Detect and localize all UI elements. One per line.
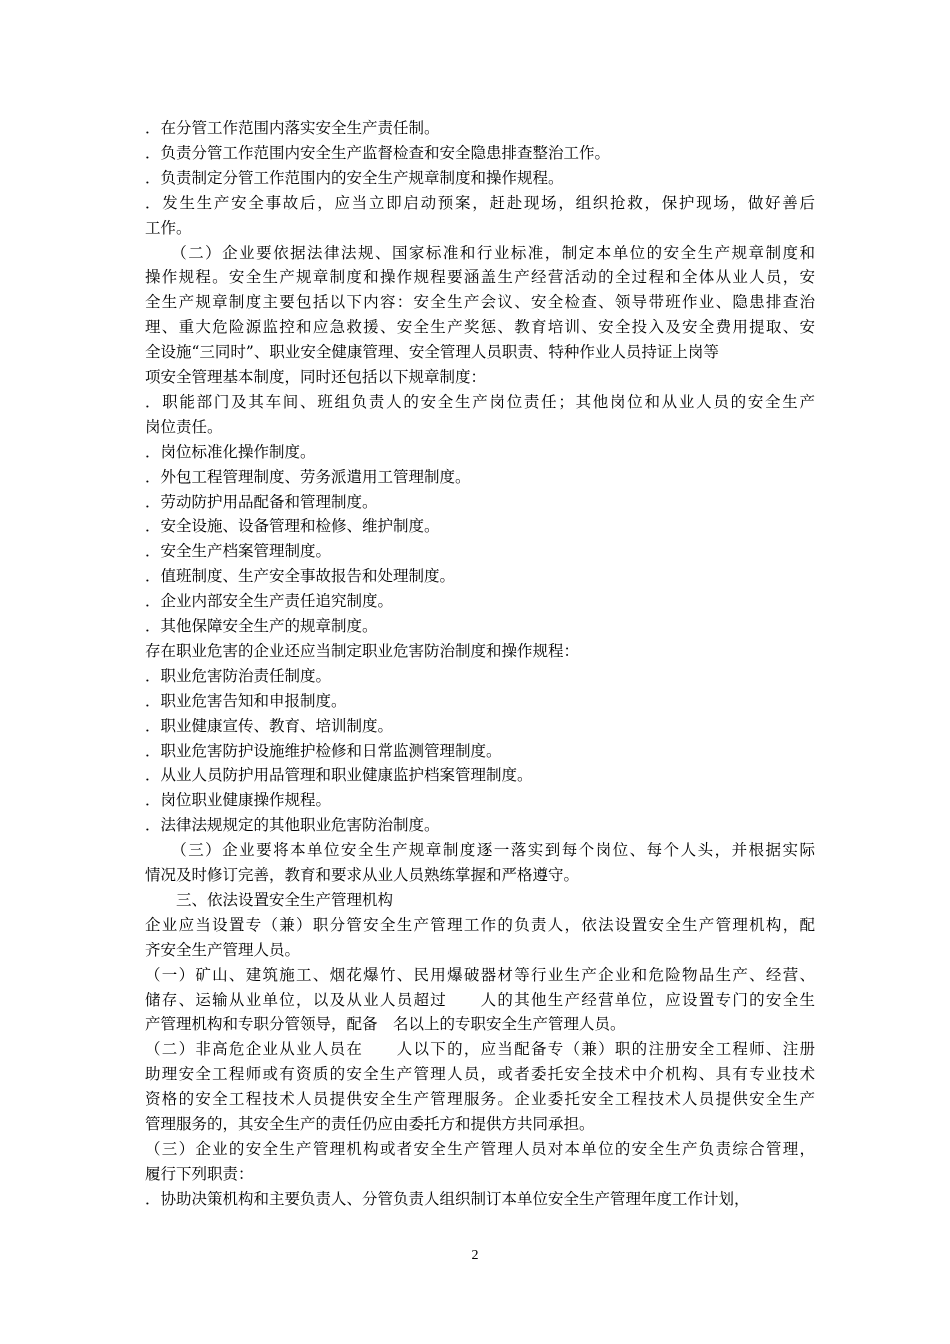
text-line: （二）非高危企业从业人员在 人以下的，应当配备专（兼）职的注册安全工程师、注册	[145, 1040, 815, 1059]
text-line: （一）矿山、建筑施工、烟花爆竹、民用爆破器材等行业生产企业和危险物品生产、经营、	[145, 965, 815, 984]
text-line: 全设施“三同时”、职业安全健康管理、安全管理人员职责、特种作业人员持证上岗等	[145, 343, 719, 362]
text-line: ．在分管工作范围内落实安全生产责任制。	[145, 119, 440, 137]
text-line: ．岗位标准化操作制度。	[145, 442, 316, 461]
text-line: ．发生生产安全事故后，应当立即启动预案，赶赴现场，组织抢救，保护现场，做好善后	[145, 193, 815, 212]
text-line: ．从业人员防护用品管理和职业健康监护档案管理制度。	[145, 766, 533, 785]
text-line: ．职业危害防护设施维护检修和日常监测管理制度。	[145, 741, 502, 760]
text-line: （三）企业的安全生产管理机构或者安全生产管理人员对本单位的安全生产负责综合管理，	[145, 1139, 815, 1158]
text-line: ．安全生产档案管理制度。	[145, 542, 332, 561]
text-line: 项安全管理基本制度，同时还包括以下规章制度：	[145, 368, 487, 386]
text-line: ．职业危害防治责任制度。	[145, 666, 332, 685]
text-line: ．职业健康宣传、教育、培训制度。	[145, 716, 394, 735]
text-line: 助理安全工程师或有资质的安全生产管理人员，或者委托安全技术中介机构、具有专业技术	[145, 1065, 815, 1084]
text-line: 理、重大危险源监控和应急救援、安全生产奖惩、教育培训、安全投入及安全费用提取、安	[145, 318, 815, 337]
text-line: ．劳动防护用品配备和管理制度。	[145, 492, 378, 511]
text-line: ．值班制度、生产安全事故报告和处理制度。	[145, 567, 456, 586]
text-line: ．职业危害告知和申报制度。	[145, 691, 347, 710]
text-line: 企业应当设置专（兼）职分管安全生产管理工作的负责人，依法设置安全生产管理机构，配	[145, 915, 815, 934]
text-line: ．外包工程管理制度、劳务派遣用工管理制度。	[145, 467, 471, 486]
text-line: 资格的安全工程技术人员提供安全生产管理服务。企业委托安全工程技术人员提供安全生产	[145, 1090, 815, 1109]
text-line: ．职能部门及其车间、班组负责人的安全生产岗位责任；其他岗位和从业人员的安全生产	[145, 392, 815, 411]
text-line: 全生产规章制度主要包括以下内容：安全生产会议、安全检查、领导带班作业、隐患排查治	[145, 293, 815, 312]
text-line: 管理服务的，其安全生产的责任仍应由委托方和提供方共同承担。	[145, 1115, 595, 1133]
text-line: 存在职业危害的企业还应当制定职业危害防治制度和操作规程：	[145, 641, 580, 660]
text-line: 储存、运输从业单位，以及从业人员超过 人的其他生产经营单位，应设置专门的安全生	[145, 990, 815, 1009]
text-line: ．企业内部安全生产责任追究制度。	[145, 592, 394, 611]
text-line: 齐安全生产管理人员。	[145, 940, 301, 959]
text-line: ．岗位职业健康操作规程。	[145, 791, 332, 810]
text-line: ．法律法规规定的其他职业危害防治制度。	[145, 816, 440, 835]
text-line: 情况及时修订完善，教育和要求从业人员熟练掌握和严格遵守。	[145, 866, 580, 884]
text-line: ．协助决策机构和主要负责人、分管负责人组织制订本单位安全生产管理年度工作计划，	[145, 1189, 750, 1208]
text-line: 岗位责任。	[145, 417, 223, 436]
text-line: 操作规程。安全生产规章制度和操作规程要涵盖生产经营活动的全过程和全体从业人员，安	[145, 268, 815, 287]
page-number: 2	[471, 1248, 479, 1263]
text-line: 产管理机构和专职分管领导，配备 名以上的专职安全生产管理人员。	[145, 1015, 626, 1034]
text-line: ．其他保障安全生产的规章制度。	[145, 617, 378, 635]
text-line: 履行下列职责：	[145, 1164, 254, 1183]
text-line: （二）企业要依据法律法规、国家标准和行业标准，制定本单位的安全生产规章制度和	[145, 243, 815, 262]
text-line: （三）企业要将本单位安全生产规章制度逐一落实到每个岗位、每个人头，并根据实际	[145, 841, 815, 860]
text-line: ．安全设施、设备管理和检修、维护制度。	[145, 517, 440, 536]
text-line: 工作。	[145, 218, 192, 237]
text-line: ．负责制定分管工作范围内的安全生产规章制度和操作规程。	[145, 168, 564, 187]
text-line: ．负责分管工作范围内安全生产监督检查和安全隐患排查整治工作。	[145, 143, 611, 162]
text-line: 三、依法设置安全生产管理机构	[145, 890, 394, 909]
